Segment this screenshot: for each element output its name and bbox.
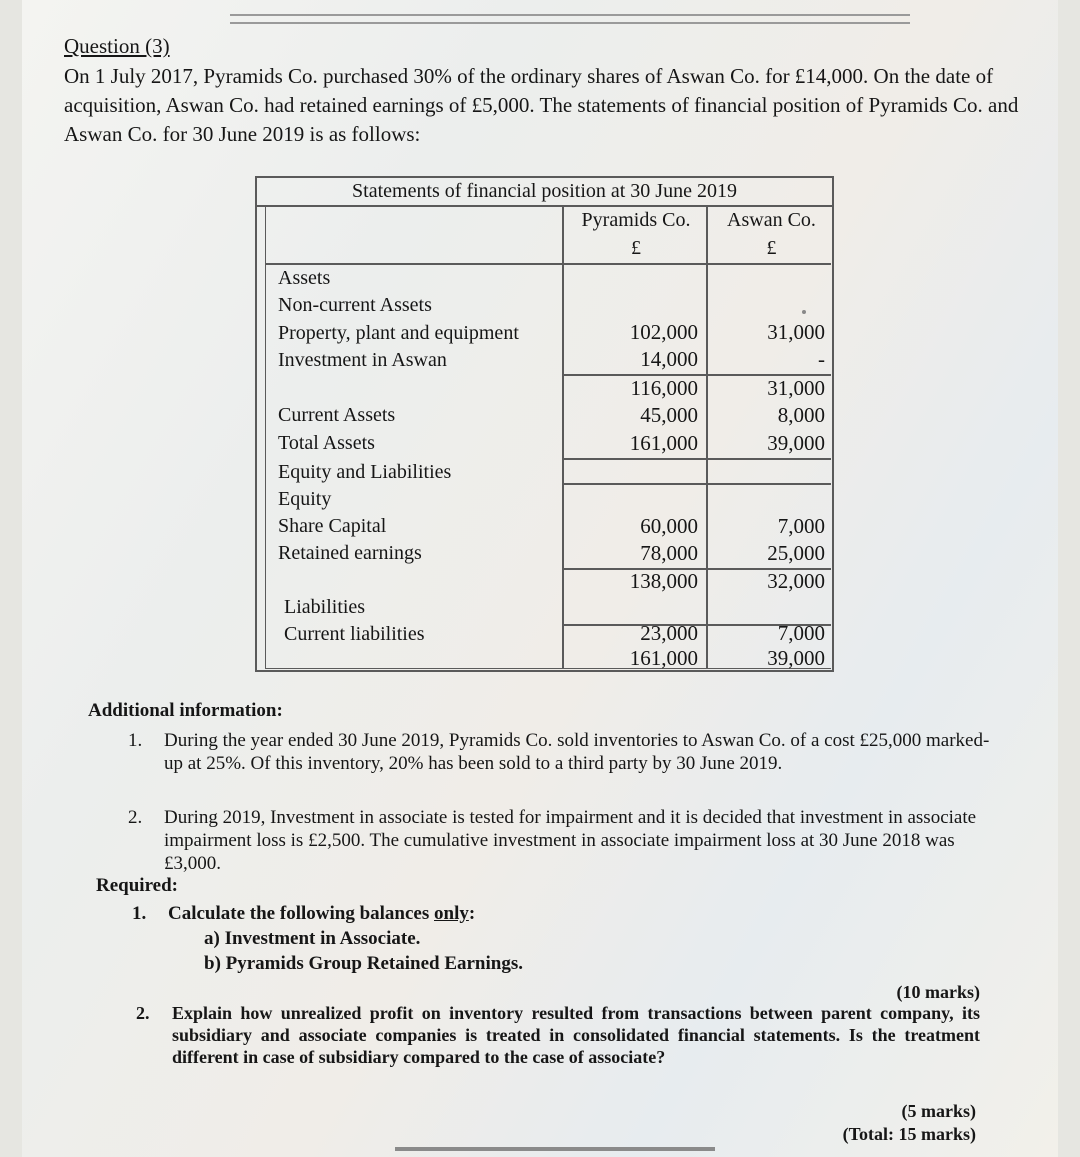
pyr-investment: 14,000 [640,347,698,371]
col-aswan: Aswan Co. [727,209,816,231]
question-intro: On 1 July 2017, Pyramids Co. purchased 30% of the ordinary shares of Aswan Co. for £14,000. On the date of acquisition, Aswan Co. had retained earnings of £5,000. The statements of financial position of Pyramids Co. and Aswan Co. for 30 June 2019 is as follows: [64,64,1019,146]
asw-retained-earnings: 25,000 [767,541,825,565]
currency-aswan: £ [766,237,777,259]
label-total-assets: Total Assets [278,432,375,454]
total-marks: (Total: 15 marks) [842,1124,976,1144]
asw-ppe: 31,000 [767,320,825,344]
currency-pyramids: £ [631,237,641,259]
required-q1 [132,902,868,925]
asw-investment: - [818,347,825,371]
pyr-total-assets: 161,000 [629,431,698,455]
additional-info-heading: Additional information: [88,700,283,721]
item-text: During the year ended 30 June 2019, Pyramids Co. sold inventories to Aswan Co. of a cost £25,000 marked-up at 25%. Of this inventory, 20% has been sold to a third party by 30 June 2019. [164,730,990,774]
required-q1-b: b) Pyramids Group Retained Earnings. [204,953,523,974]
asw-grand-total: 39,000 [767,646,825,670]
print-speck [802,310,806,314]
label-ppe: Property, plant and equipment [278,322,519,344]
asw-current-liabilities: 7,000 [777,621,825,645]
question-title: Question (3) [64,34,170,58]
required-q2 [136,1002,980,1068]
additional-item-2 [128,806,996,875]
asw-subtotal: 31,000 [767,376,825,400]
pyr-ppe: 102,000 [629,320,698,344]
label-current-liabilities: Current liabilities [284,623,425,645]
asw-total-assets: 39,000 [767,431,825,455]
pyr-retained-earnings: 78,000 [640,541,698,565]
pyr-current-assets: 45,000 [640,403,698,427]
pyr-current-liabilities: 23,000 [640,621,698,645]
label-current-assets: Current Assets [278,404,396,426]
q1-marks: (10 marks) [896,982,980,1002]
q2-text: Explain how unrealized profit on inventory resulted from transactions between parent company, its subsidiary and associate companies is treated in consolidated financial statements. Is the treatment different in case of subsidiary compared to the case of associate? [172,1003,980,1067]
required-heading: Required: [96,875,178,896]
label-assets: Assets [278,267,331,289]
top-divider [230,14,910,24]
label-retained-earnings: Retained earnings [278,542,422,564]
asw-share-capital: 7,000 [777,514,825,538]
q1-text: Calculate the following balances [168,903,434,924]
additional-item-1 [128,729,996,775]
q2-marks: (5 marks) [901,1101,976,1121]
label-liabilities: Liabilities [284,596,366,618]
label-share-capital: Share Capital [278,515,387,537]
label-investment: Investment in Aswan [278,349,447,371]
item-number: 2. [128,807,143,828]
col-pyramids: Pyramids Co. [581,209,691,231]
pyr-grand-total: 161,000 [629,646,698,670]
asw-current-assets: 8,000 [777,403,825,427]
pyr-equity-subtotal: 138,000 [629,569,698,593]
bottom-divider [395,1147,715,1151]
label-equity-liabilities: Equity and Liabilities [278,461,452,483]
pyr-share-capital: 60,000 [640,514,698,538]
item-text: During 2019, Investment in associate is tested for impairment and it is decided that investment in associate impairment loss is £2,500. The cumulative investment in associate impairment loss at 30 June 2018 was £3,000. [164,807,977,874]
required-q1-a: a) Investment in Associate. [204,928,421,949]
table-caption: Statements of financial position at 30 June 2019 [257,178,832,207]
pyr-subtotal: 116,000 [630,376,698,400]
q2-number: 2. [136,1003,150,1023]
q1-number: 1. [132,903,147,924]
asw-equity-subtotal: 32,000 [767,569,825,593]
label-equity: Equity [278,488,332,510]
table-body [265,205,831,669]
label-non-current-assets: Non-current Assets [278,294,432,316]
q1-only: only [434,903,469,924]
financial-position-table [255,176,834,672]
q1-colon: : [468,903,476,924]
item-number: 1. [128,730,143,751]
